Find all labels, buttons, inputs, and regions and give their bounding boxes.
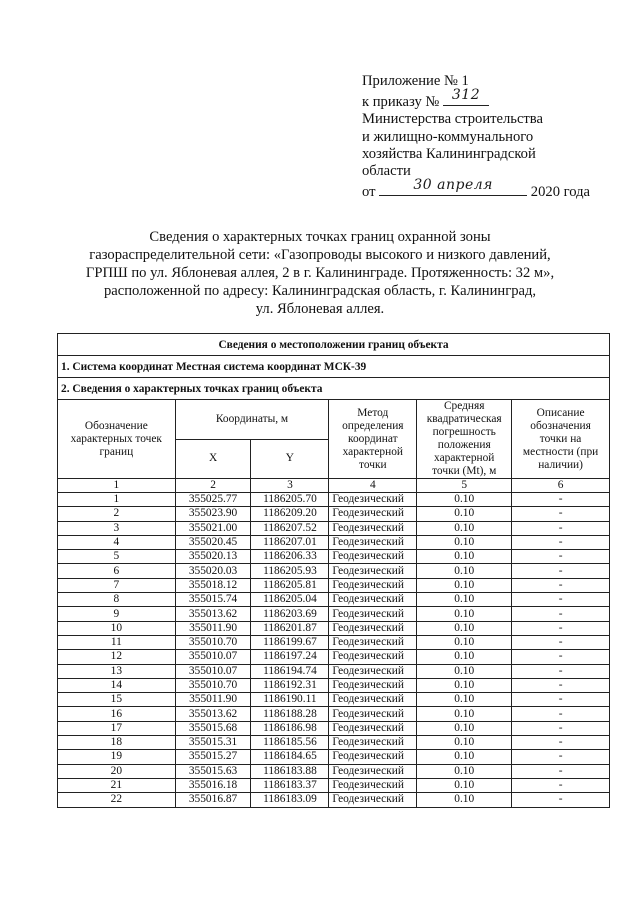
x-coordinate-cell: 355016.18 (175, 778, 251, 792)
y-coordinate-cell: 1186201.87 (251, 621, 329, 635)
y-coordinate-cell: 1186183.88 (251, 764, 329, 778)
description-cell: - (512, 693, 610, 707)
error-cell: 0.10 (417, 521, 512, 535)
title-line-4: расположенной по адресу: Калининградская область, г. Калининград, (103, 283, 537, 299)
x-coordinate-cell: 355015.74 (175, 593, 251, 607)
x-coordinate-cell: 355015.63 (175, 764, 251, 778)
method-cell: Геодезический (329, 693, 417, 707)
point-number-cell: 10 (58, 621, 176, 635)
date-prefix: от (362, 184, 376, 201)
point-number-cell: 20 (58, 764, 176, 778)
y-coordinate-cell: 1186192.31 (251, 678, 329, 692)
order-number-field (443, 87, 489, 106)
error-cell: 0.10 (417, 550, 512, 564)
method-cell: Геодезический (329, 707, 417, 721)
order-prefix: к приказу № (362, 94, 440, 111)
table-row (58, 664, 610, 678)
y-coordinate-cell: 1186206.33 (251, 550, 329, 564)
error-cell: 0.10 (417, 607, 512, 621)
x-coordinate-cell: 355010.70 (175, 678, 251, 692)
description-cell: - (512, 707, 610, 721)
table-row (58, 593, 610, 607)
error-cell: 0.10 (417, 593, 512, 607)
method-cell: Геодезический (329, 493, 417, 507)
table-row (58, 535, 610, 549)
title-line-5: ул. Яблоневая аллея. (255, 301, 385, 317)
date-line (362, 177, 632, 201)
order-number-handwritten: 312 (451, 87, 481, 104)
description-cell: - (512, 678, 610, 692)
x-coordinate-cell: 355010.07 (175, 664, 251, 678)
points-section-row: 2. Сведения о характерных точках границ объекта (58, 378, 610, 400)
x-coordinate-cell: 355013.62 (175, 607, 251, 621)
method-cell: Геодезический (329, 607, 417, 621)
table-row (58, 507, 610, 521)
table-row (58, 693, 610, 707)
method-cell: Геодезический (329, 564, 417, 578)
order-line (362, 87, 632, 111)
point-number-cell: 12 (58, 650, 176, 664)
header-method: Метод определения координат характерной точки (329, 400, 417, 479)
method-cell: Геодезический (329, 793, 417, 807)
point-number-cell: 11 (58, 635, 176, 649)
ministry-line-4: области (362, 163, 411, 180)
coordinate-system-row: 1. Система координат Местная система координат МСК-39 (58, 356, 610, 378)
appendix-block (362, 73, 632, 201)
header-coordinates: Координаты, м (175, 400, 329, 440)
method-cell: Геодезический (329, 650, 417, 664)
error-cell: 0.10 (417, 650, 512, 664)
ministry-line-3: хозяйства Калининградской (362, 145, 536, 162)
error-cell: 0.10 (417, 621, 512, 635)
table-row (58, 650, 610, 664)
method-cell: Геодезический (329, 664, 417, 678)
x-coordinate-cell: 355011.90 (175, 621, 251, 635)
method-cell: Геодезический (329, 621, 417, 635)
y-coordinate-cell: 1186205.81 (251, 578, 329, 592)
point-number-cell: 19 (58, 750, 176, 764)
description-cell: - (512, 593, 610, 607)
y-coordinate-cell: 1186185.56 (251, 736, 329, 750)
y-coordinate-cell: 1186197.24 (251, 650, 329, 664)
error-cell: 0.10 (417, 535, 512, 549)
table-row (58, 778, 610, 792)
table-row (58, 621, 610, 635)
point-number-cell: 15 (58, 693, 176, 707)
column-number: 3 (251, 479, 329, 493)
ministry-line-2: и жилищно-коммунального (362, 128, 534, 145)
table-row (58, 550, 610, 564)
y-coordinate-cell: 1186190.11 (251, 693, 329, 707)
x-coordinate-cell: 355011.90 (175, 693, 251, 707)
header-designation: Обозначение характерных точек границ (58, 400, 176, 479)
description-cell: - (512, 535, 610, 549)
point-number-cell: 4 (58, 535, 176, 549)
y-coordinate-cell: 1186183.37 (251, 778, 329, 792)
description-cell: - (512, 764, 610, 778)
y-coordinate-cell: 1186203.69 (251, 607, 329, 621)
table-section-title: Сведения о местоположении границ объекта (58, 334, 610, 356)
description-cell: - (512, 607, 610, 621)
point-number-cell: 13 (58, 664, 176, 678)
table-row (58, 493, 610, 507)
error-cell: 0.10 (417, 721, 512, 735)
description-cell: - (512, 564, 610, 578)
x-coordinate-cell: 355015.31 (175, 736, 251, 750)
title-line-1: Сведения о характерных точках границ охранной зоны (149, 229, 491, 245)
point-number-cell: 8 (58, 593, 176, 607)
coordinates-table (57, 333, 610, 808)
point-number-cell: 7 (58, 578, 176, 592)
error-cell: 0.10 (417, 507, 512, 521)
ministry-line-1: Министерства строительства (362, 111, 543, 128)
point-number-cell: 21 (58, 778, 176, 792)
column-number: 1 (58, 479, 176, 493)
method-cell: Геодезический (329, 521, 417, 535)
error-cell: 0.10 (417, 678, 512, 692)
y-coordinate-cell: 1186209.20 (251, 507, 329, 521)
error-cell: 0.10 (417, 664, 512, 678)
error-cell: 0.10 (417, 736, 512, 750)
x-coordinate-cell: 355015.27 (175, 750, 251, 764)
point-number-cell: 14 (58, 678, 176, 692)
x-coordinate-cell: 355010.70 (175, 635, 251, 649)
table-row (58, 521, 610, 535)
description-cell: - (512, 650, 610, 664)
method-cell: Геодезический (329, 535, 417, 549)
x-coordinate-cell: 355021.00 (175, 521, 251, 535)
description-cell: - (512, 750, 610, 764)
y-coordinate-cell: 1186205.70 (251, 493, 329, 507)
column-number: 5 (417, 479, 512, 493)
y-coordinate-cell: 1186205.93 (251, 564, 329, 578)
method-cell: Геодезический (329, 678, 417, 692)
table-row (58, 678, 610, 692)
x-coordinate-cell: 355013.62 (175, 707, 251, 721)
header-x: X (175, 439, 251, 479)
method-cell: Геодезический (329, 550, 417, 564)
table-row (58, 578, 610, 592)
date-handwritten: 30 апреля (413, 177, 493, 194)
table-row (58, 793, 610, 807)
table-row (58, 607, 610, 621)
method-cell: Геодезический (329, 593, 417, 607)
y-coordinate-cell: 1186194.74 (251, 664, 329, 678)
table-row (58, 721, 610, 735)
table-row (58, 736, 610, 750)
error-cell: 0.10 (417, 493, 512, 507)
y-coordinate-cell: 1186186.98 (251, 721, 329, 735)
method-cell: Геодезический (329, 778, 417, 792)
x-coordinate-cell: 355018.12 (175, 578, 251, 592)
error-cell: 0.10 (417, 693, 512, 707)
point-number-cell: 22 (58, 793, 176, 807)
error-cell: 0.10 (417, 578, 512, 592)
y-coordinate-cell: 1186188.28 (251, 707, 329, 721)
description-cell: - (512, 778, 610, 792)
method-cell: Геодезический (329, 736, 417, 750)
description-cell: - (512, 635, 610, 649)
description-cell: - (512, 721, 610, 735)
y-coordinate-cell: 1186183.09 (251, 793, 329, 807)
description-cell: - (512, 736, 610, 750)
y-coordinate-cell: 1186207.01 (251, 535, 329, 549)
x-coordinate-cell: 355025.77 (175, 493, 251, 507)
error-cell: 0.10 (417, 635, 512, 649)
method-cell: Геодезический (329, 507, 417, 521)
x-coordinate-cell: 355020.03 (175, 564, 251, 578)
description-cell: - (512, 550, 610, 564)
y-coordinate-cell: 1186184.65 (251, 750, 329, 764)
method-cell: Геодезический (329, 721, 417, 735)
header-y: Y (251, 439, 329, 479)
description-cell: - (512, 793, 610, 807)
date-suffix: 2020 года (530, 184, 591, 201)
description-cell: - (512, 507, 610, 521)
method-cell: Геодезический (329, 578, 417, 592)
error-cell: 0.10 (417, 793, 512, 807)
description-cell: - (512, 621, 610, 635)
table-row (58, 764, 610, 778)
error-cell: 0.10 (417, 564, 512, 578)
method-cell: Геодезический (329, 750, 417, 764)
point-number-cell: 6 (58, 564, 176, 578)
header-error: Средняя квадратическая погрешность положения характерной точки (Mt), м (417, 400, 512, 479)
error-cell: 0.10 (417, 707, 512, 721)
x-coordinate-cell: 355020.13 (175, 550, 251, 564)
x-coordinate-cell: 355020.45 (175, 535, 251, 549)
description-cell: - (512, 493, 610, 507)
x-coordinate-cell: 355010.07 (175, 650, 251, 664)
method-cell: Геодезический (329, 635, 417, 649)
column-number: 4 (329, 479, 417, 493)
column-number: 6 (512, 479, 610, 493)
table-row (58, 750, 610, 764)
point-number-cell: 18 (58, 736, 176, 750)
point-number-cell: 1 (58, 493, 176, 507)
table-row (58, 564, 610, 578)
point-number-cell: 2 (58, 507, 176, 521)
title-line-2: газораспределительной сети: «Газопроводы высокого и низкого давлений, (89, 247, 551, 263)
column-number-row (58, 479, 610, 493)
date-field (379, 177, 527, 196)
point-number-cell: 16 (58, 707, 176, 721)
error-cell: 0.10 (417, 778, 512, 792)
x-coordinate-cell: 355015.68 (175, 721, 251, 735)
x-coordinate-cell: 355016.87 (175, 793, 251, 807)
title-line-3: ГРПШ по ул. Яблоневая аллея, 2 в г. Калининграде. Протяженность: 32 м», (85, 265, 555, 281)
header-description: Описание обозначения точки на местности (при наличии) (512, 400, 610, 479)
column-number: 2 (175, 479, 251, 493)
table-row (58, 635, 610, 649)
appendix-title: Приложение № 1 (362, 73, 469, 89)
description-cell: - (512, 578, 610, 592)
point-number-cell: 17 (58, 721, 176, 735)
point-number-cell: 5 (58, 550, 176, 564)
method-cell: Геодезический (329, 764, 417, 778)
point-number-cell: 9 (58, 607, 176, 621)
x-coordinate-cell: 355023.90 (175, 507, 251, 521)
y-coordinate-cell: 1186205.04 (251, 593, 329, 607)
y-coordinate-cell: 1186207.52 (251, 521, 329, 535)
error-cell: 0.10 (417, 764, 512, 778)
error-cell: 0.10 (417, 750, 512, 764)
y-coordinate-cell: 1186199.67 (251, 635, 329, 649)
description-cell: - (512, 664, 610, 678)
description-cell: - (512, 521, 610, 535)
document-title (60, 228, 580, 318)
point-number-cell: 3 (58, 521, 176, 535)
table-row (58, 707, 610, 721)
